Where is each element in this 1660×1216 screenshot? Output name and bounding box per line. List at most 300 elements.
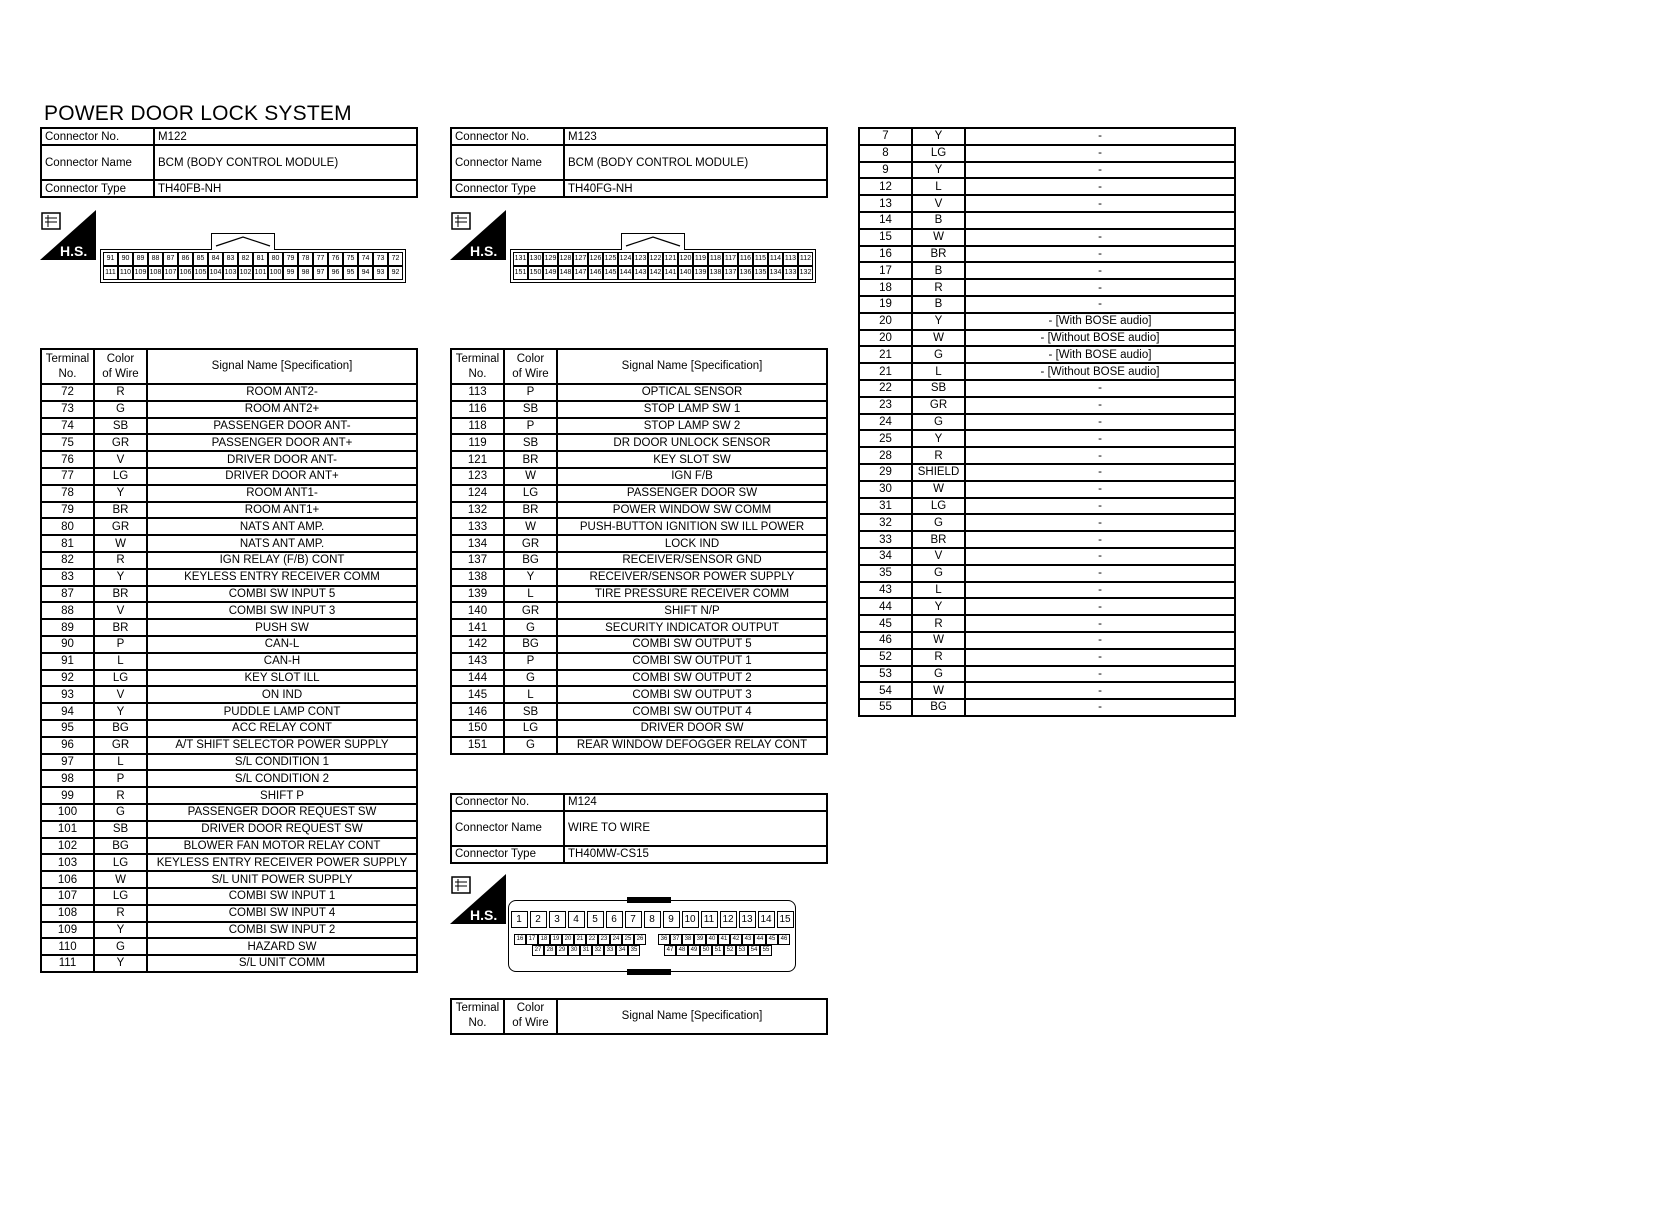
signal-name-cell: - xyxy=(965,246,1235,263)
pin-cavity: 144 xyxy=(618,266,633,280)
connector-face-m122 xyxy=(100,249,406,283)
pin-cavity: 146 xyxy=(588,266,603,280)
signal-name-cell: CAN-L xyxy=(147,636,417,653)
wire-color-cell: LG xyxy=(504,720,557,737)
pin-cavity: 9 xyxy=(663,911,680,928)
table-row xyxy=(451,552,827,569)
pin-cavity: 86 xyxy=(178,252,193,266)
terminal-no-cell: 111 xyxy=(41,955,94,972)
cavity-row-bottom xyxy=(509,945,795,956)
signal-name-cell: IGN RELAY (F/B) CONT xyxy=(147,552,417,569)
pin-cavity: 51 xyxy=(712,945,724,956)
signal-name-cell: S/L UNIT COMM xyxy=(147,955,417,972)
signal-name-cell: ROOM ANT1- xyxy=(147,485,417,502)
pin-cavity: 79 xyxy=(283,252,298,266)
cavity-row-mid xyxy=(509,934,795,945)
table-row xyxy=(859,598,1235,615)
connector-no-label: Connector No. xyxy=(451,128,564,145)
wire-color-cell: R xyxy=(94,905,147,922)
connector-type-value: TH40FB-NH xyxy=(154,180,417,197)
terminal-no-cell: 80 xyxy=(41,518,94,535)
table-row xyxy=(41,720,417,737)
pin-cavity: 136 xyxy=(738,266,753,280)
pin-cavity: 126 xyxy=(588,252,603,266)
terminal-no-cell: 118 xyxy=(451,418,504,435)
pin-cavity: 151 xyxy=(513,266,528,280)
terminal-no-cell: 121 xyxy=(451,451,504,468)
pin-cavity: 31 xyxy=(580,945,592,956)
terminal-no-cell: 98 xyxy=(41,770,94,787)
pin-cavity: 77 xyxy=(313,252,328,266)
connector-m124-rows-section xyxy=(858,127,1236,717)
signal-name-cell: ROOM ANT2+ xyxy=(147,401,417,418)
terminal-no-cell: 95 xyxy=(41,720,94,737)
terminal-no-cell: 35 xyxy=(859,565,912,582)
pin-cavity: 114 xyxy=(768,252,783,266)
wire-color-cell: W xyxy=(504,468,557,485)
pin-cavity: 88 xyxy=(148,252,163,266)
terminal-no-cell: 103 xyxy=(41,854,94,871)
terminal-no-cell: 141 xyxy=(451,619,504,636)
signal-name-cell: KEY SLOT SW xyxy=(557,451,827,468)
signal-name-cell: PASSENGER DOOR REQUEST SW xyxy=(147,804,417,821)
wire-color-cell: P xyxy=(504,384,557,401)
connector-name-label: Connector Name xyxy=(451,145,564,180)
terminal-no-cell: 14 xyxy=(859,212,912,229)
color-header: Color of Wire xyxy=(504,349,557,384)
signal-name-cell: TIRE PRESSURE RECEIVER COMM xyxy=(557,586,827,603)
terminal-no-cell: 90 xyxy=(41,636,94,653)
terminal-no-cell: 20 xyxy=(859,313,912,330)
pin-cavity: 145 xyxy=(603,266,618,280)
table-row xyxy=(859,649,1235,666)
signal-name-cell: - xyxy=(965,632,1235,649)
pin-cavity: 6 xyxy=(606,911,623,928)
terminal-no-cell: 146 xyxy=(451,703,504,720)
table-row xyxy=(41,636,417,653)
wire-color-cell: G xyxy=(912,565,965,582)
pin-cavity: 45 xyxy=(766,934,778,945)
terminal-no-cell: 132 xyxy=(451,502,504,519)
pin-cavity: 148 xyxy=(558,266,573,280)
pin-cavity: 35 xyxy=(628,945,640,956)
table-row xyxy=(859,313,1235,330)
wire-color-cell: BG xyxy=(94,720,147,737)
pin-cavity: 8 xyxy=(644,911,661,928)
pin-cavity: 44 xyxy=(754,934,766,945)
wire-color-cell: R xyxy=(912,649,965,666)
harness-side-icon xyxy=(450,210,506,260)
table-row xyxy=(41,502,417,519)
pin-cavity: 17 xyxy=(526,934,538,945)
connector-type-label: Connector Type xyxy=(451,180,564,197)
connector-latch xyxy=(211,233,275,250)
terminal-no-cell: 44 xyxy=(859,598,912,615)
wire-color-cell: B xyxy=(912,262,965,279)
terminal-no-cell: 92 xyxy=(41,670,94,687)
pin-row xyxy=(103,252,403,266)
connector-no-value: M124 xyxy=(564,794,827,811)
terminal-no-cell: 140 xyxy=(451,602,504,619)
terminal-no-cell: 28 xyxy=(859,447,912,464)
pin-cavity: 19 xyxy=(550,934,562,945)
table-row xyxy=(41,754,417,771)
signal-name-cell: LOCK IND xyxy=(557,535,827,552)
wire-color-cell: W xyxy=(94,871,147,888)
pin-cavity: 128 xyxy=(558,252,573,266)
terminal-no-cell: 89 xyxy=(41,619,94,636)
pin-cavity: 3 xyxy=(549,911,566,928)
wire-color-cell: Y xyxy=(912,598,965,615)
terminal-no-cell: 9 xyxy=(859,162,912,179)
signal-name-cell: - xyxy=(965,682,1235,699)
pin-cavity: 23 xyxy=(598,934,610,945)
pin-cavity: 2 xyxy=(530,911,547,928)
signal-name-cell: OPTICAL SENSOR xyxy=(557,384,827,401)
cavity-row-top xyxy=(509,911,795,928)
table-row xyxy=(41,434,417,451)
wire-color-cell: L xyxy=(94,653,147,670)
table-row xyxy=(41,485,417,502)
table-row xyxy=(451,586,827,603)
table-row xyxy=(859,246,1235,263)
wire-color-cell: P xyxy=(504,653,557,670)
wire-color-cell: G xyxy=(912,414,965,431)
pin-cavity: 54 xyxy=(748,945,760,956)
wire-color-cell: BR xyxy=(94,586,147,603)
signal-name-cell: PASSENGER DOOR ANT- xyxy=(147,418,417,435)
signal-name-cell: - xyxy=(965,565,1235,582)
wire-color-cell: BR xyxy=(94,619,147,636)
pin-cavity: 84 xyxy=(208,252,223,266)
signal-name-cell: COMBI SW OUTPUT 2 xyxy=(557,670,827,687)
pin-cavity: 133 xyxy=(783,266,798,280)
terminal-no-cell: 8 xyxy=(859,145,912,162)
signal-name-cell: IGN F/B xyxy=(557,468,827,485)
wire-color-cell: R xyxy=(912,447,965,464)
wire-color-cell: SB xyxy=(504,401,557,418)
pin-cavity: 50 xyxy=(700,945,712,956)
pin-cavity: 106 xyxy=(178,266,193,280)
pin-cavity: 37 xyxy=(670,934,682,945)
table-row xyxy=(859,615,1235,632)
pin-layout xyxy=(100,249,406,283)
signal-name-cell: STOP LAMP SW 2 xyxy=(557,418,827,435)
pin-cavity: 98 xyxy=(298,266,313,280)
terminal-no-cell: 13 xyxy=(859,195,912,212)
signal-name-cell: POWER WINDOW SW COMM xyxy=(557,502,827,519)
wire-color-cell: LG xyxy=(94,468,147,485)
terminal-table-m122 xyxy=(40,348,418,973)
signal-name-cell xyxy=(965,212,1235,229)
pin-cavity: 40 xyxy=(706,934,718,945)
signal-name-cell: - xyxy=(965,262,1235,279)
terminal-no-cell: 93 xyxy=(41,686,94,703)
table-row xyxy=(451,535,827,552)
hs-label: H.S. xyxy=(470,243,498,259)
table-row xyxy=(859,262,1235,279)
table-row xyxy=(41,905,417,922)
terminal-no-cell: 102 xyxy=(41,838,94,855)
pin-cavity: 99 xyxy=(283,266,298,280)
pin-cavity: 14 xyxy=(758,911,775,928)
pin-cavity: 75 xyxy=(343,252,358,266)
terminal-no-cell: 34 xyxy=(859,548,912,565)
terminal-no-cell: 87 xyxy=(41,586,94,603)
pin-cavity: 103 xyxy=(223,266,238,280)
wire-color-cell: Y xyxy=(94,485,147,502)
signal-name-cell: COMBI SW INPUT 2 xyxy=(147,922,417,939)
pin-cavity: 83 xyxy=(223,252,238,266)
signal-name-cell: COMBI SW INPUT 3 xyxy=(147,602,417,619)
signal-name-header: Signal Name [Specification] xyxy=(147,349,417,384)
terminal-no-cell: 46 xyxy=(859,632,912,649)
terminal-no-cell: 33 xyxy=(859,531,912,548)
connector-name-label: Connector Name xyxy=(41,145,154,180)
terminal-no-cell: 32 xyxy=(859,514,912,531)
connector-type-value: TH40FG-NH xyxy=(564,180,827,197)
key-bottom xyxy=(627,969,671,975)
table-row xyxy=(859,279,1235,296)
wire-color-cell: LG xyxy=(504,485,557,502)
table-row xyxy=(859,699,1235,716)
pin-cavity: 4 xyxy=(568,911,585,928)
connector-m122-section xyxy=(40,127,418,973)
table-row xyxy=(41,569,417,586)
signal-name-cell: DRIVER DOOR ANT- xyxy=(147,451,417,468)
wire-color-cell: V xyxy=(912,195,965,212)
terminal-no-cell: 99 xyxy=(41,787,94,804)
wire-color-cell: W xyxy=(912,632,965,649)
wire-color-cell: P xyxy=(504,418,557,435)
signal-name-cell: - [With BOSE audio] xyxy=(965,313,1235,330)
pin-cavity: 102 xyxy=(238,266,253,280)
signal-name-cell: SECURITY INDICATOR OUTPUT xyxy=(557,619,827,636)
table-row xyxy=(451,502,827,519)
connector-face-m124 xyxy=(508,900,796,972)
pin-cavity: 137 xyxy=(723,266,738,280)
terminal-no-cell: 145 xyxy=(451,686,504,703)
terminal-no-cell: 88 xyxy=(41,602,94,619)
pin-cavity: 87 xyxy=(163,252,178,266)
wire-color-cell: SB xyxy=(94,821,147,838)
signal-name-cell: - xyxy=(965,128,1235,145)
wire-color-cell: W xyxy=(912,330,965,347)
signal-name-cell: PASSENGER DOOR ANT+ xyxy=(147,434,417,451)
terminal-no-cell: 31 xyxy=(859,498,912,515)
signal-name-cell: COMBI SW INPUT 1 xyxy=(147,888,417,905)
table-row xyxy=(451,670,827,687)
pin-row xyxy=(513,266,813,280)
wire-color-cell: L xyxy=(912,363,965,380)
table-row xyxy=(859,565,1235,582)
table-row xyxy=(859,464,1235,481)
terminal-no-cell: 74 xyxy=(41,418,94,435)
connector-face-m123 xyxy=(510,249,816,283)
wire-color-cell: L xyxy=(504,686,557,703)
terminal-no-cell: 21 xyxy=(859,363,912,380)
pin-cavity: 15 xyxy=(777,911,794,928)
signal-name-cell: - xyxy=(965,430,1235,447)
terminal-no-cell: 83 xyxy=(41,569,94,586)
pin-cavity: 74 xyxy=(358,252,373,266)
signal-name-cell: CAN-H xyxy=(147,653,417,670)
table-row xyxy=(41,854,417,871)
pin-layout xyxy=(510,249,816,283)
terminal-no-cell: 150 xyxy=(451,720,504,737)
pin-cavity: 112 xyxy=(798,252,813,266)
table-row xyxy=(859,481,1235,498)
pin-cavity: 91 xyxy=(103,252,118,266)
table-row xyxy=(859,363,1235,380)
signal-name-cell: S/L UNIT POWER SUPPLY xyxy=(147,871,417,888)
pin-cavity: 140 xyxy=(678,266,693,280)
terminal-no-cell: 20 xyxy=(859,330,912,347)
signal-name-cell: - xyxy=(965,279,1235,296)
signal-name-cell: SHIFT P xyxy=(147,787,417,804)
table-row xyxy=(451,686,827,703)
wire-color-cell: G xyxy=(504,737,557,754)
wire-color-cell: GR xyxy=(94,518,147,535)
pin-cavity: 130 xyxy=(528,252,543,266)
table-row xyxy=(859,178,1235,195)
table-row xyxy=(41,838,417,855)
table-row xyxy=(859,548,1235,565)
table-row xyxy=(41,468,417,485)
pin-cavity: 43 xyxy=(742,934,754,945)
wire-color-cell: G xyxy=(94,938,147,955)
wire-color-cell: GR xyxy=(94,434,147,451)
table-row xyxy=(859,212,1235,229)
signal-name-cell: HAZARD SW xyxy=(147,938,417,955)
signal-name-cell: NATS ANT AMP. xyxy=(147,518,417,535)
table-row xyxy=(41,401,417,418)
pin-cavity: 18 xyxy=(538,934,550,945)
table-row xyxy=(451,653,827,670)
wire-color-cell: W xyxy=(912,229,965,246)
pin-cavity: 16 xyxy=(514,934,526,945)
table-row xyxy=(859,229,1235,246)
connector-no-label: Connector No. xyxy=(41,128,154,145)
terminal-no-cell: 116 xyxy=(451,401,504,418)
signal-name-cell: A/T SHIFT SELECTOR POWER SUPPLY xyxy=(147,737,417,754)
terminal-no-cell: 113 xyxy=(451,384,504,401)
wire-color-cell: Y xyxy=(94,703,147,720)
signal-name-cell: - xyxy=(965,582,1235,599)
connector-type-label: Connector Type xyxy=(41,180,154,197)
table-row xyxy=(41,938,417,955)
wire-color-cell: LG xyxy=(94,670,147,687)
pin-cavity: 30 xyxy=(568,945,580,956)
table-row xyxy=(451,619,827,636)
pin-cavity: 105 xyxy=(193,266,208,280)
signal-name-cell: COMBI SW OUTPUT 4 xyxy=(557,703,827,720)
table-row xyxy=(859,346,1235,363)
terminal-no-cell: 17 xyxy=(859,262,912,279)
signal-name-cell: - xyxy=(965,531,1235,548)
pin-cavity: 73 xyxy=(373,252,388,266)
terminal-no-cell: 19 xyxy=(859,296,912,313)
wire-color-cell: L xyxy=(912,582,965,599)
pin-cavity: 117 xyxy=(723,252,738,266)
table-row xyxy=(859,296,1235,313)
terminal-table-m124-header xyxy=(450,998,828,1035)
wire-color-cell: SB xyxy=(94,418,147,435)
key-top xyxy=(627,897,671,903)
pin-cavity: 141 xyxy=(663,266,678,280)
pin-cavity: 132 xyxy=(798,266,813,280)
wire-color-cell: Y xyxy=(912,430,965,447)
connector-m123-section xyxy=(450,127,828,1035)
pin-cavity: 38 xyxy=(682,934,694,945)
pin-cavity: 29 xyxy=(556,945,568,956)
terminal-no-cell: 82 xyxy=(41,552,94,569)
terminal-no-cell: 72 xyxy=(41,384,94,401)
pin-cavity: 27 xyxy=(532,945,544,956)
pin-cavity: 90 xyxy=(118,252,133,266)
terminal-no-cell: 144 xyxy=(451,670,504,687)
wire-color-cell: Y xyxy=(504,569,557,586)
terminal-no-cell: 109 xyxy=(41,922,94,939)
signal-name-cell: COMBI SW OUTPUT 1 xyxy=(557,653,827,670)
wire-color-cell: GR xyxy=(912,397,965,414)
terminal-no-cell: 96 xyxy=(41,737,94,754)
terminal-no-cell: 15 xyxy=(859,229,912,246)
terminal-no-cell: 106 xyxy=(41,871,94,888)
pin-cavity: 22 xyxy=(586,934,598,945)
signal-name-cell: SHIFT N/P xyxy=(557,602,827,619)
signal-name-cell: - xyxy=(965,481,1235,498)
terminal-no-cell: 7 xyxy=(859,128,912,145)
terminal-no-cell: 101 xyxy=(41,821,94,838)
signal-name-cell: NATS ANT AMP. xyxy=(147,535,417,552)
pin-cavity: 104 xyxy=(208,266,223,280)
pin-cavity: 12 xyxy=(720,911,737,928)
wire-color-cell: GR xyxy=(504,602,557,619)
hs-label: H.S. xyxy=(470,906,498,923)
terminal-no-cell: 18 xyxy=(859,279,912,296)
signal-name-cell: KEYLESS ENTRY RECEIVER POWER SUPPLY xyxy=(147,854,417,871)
terminal-no-header: Terminal No. xyxy=(451,999,504,1034)
table-row xyxy=(451,636,827,653)
signal-name-cell: PASSENGER DOOR SW xyxy=(557,485,827,502)
pin-cavity: 32 xyxy=(592,945,604,956)
wire-color-cell: Y xyxy=(94,955,147,972)
pin-cavity: 76 xyxy=(328,252,343,266)
signal-name-cell: KEY SLOT ILL xyxy=(147,670,417,687)
wire-color-cell: G xyxy=(912,514,965,531)
pin-cavity: 85 xyxy=(193,252,208,266)
wire-color-cell: G xyxy=(912,346,965,363)
pin-cavity: 139 xyxy=(693,266,708,280)
connector-name-value: WIRE TO WIRE xyxy=(564,811,827,846)
table-row xyxy=(41,418,417,435)
wire-color-cell: L xyxy=(94,754,147,771)
pin-cavity: 39 xyxy=(694,934,706,945)
terminal-no-cell: 142 xyxy=(451,636,504,653)
signal-name-cell: - xyxy=(965,380,1235,397)
terminal-no-cell: 97 xyxy=(41,754,94,771)
signal-name-cell: - xyxy=(965,296,1235,313)
signal-name-cell: DRIVER DOOR REQUEST SW xyxy=(147,821,417,838)
signal-name-cell: PUSH SW xyxy=(147,619,417,636)
wire-color-cell: R xyxy=(912,615,965,632)
connector-no-value: M123 xyxy=(564,128,827,145)
signal-name-cell: ROOM ANT2- xyxy=(147,384,417,401)
pin-cavity: 5 xyxy=(587,911,604,928)
pin-cavity: 107 xyxy=(163,266,178,280)
table-row xyxy=(41,955,417,972)
